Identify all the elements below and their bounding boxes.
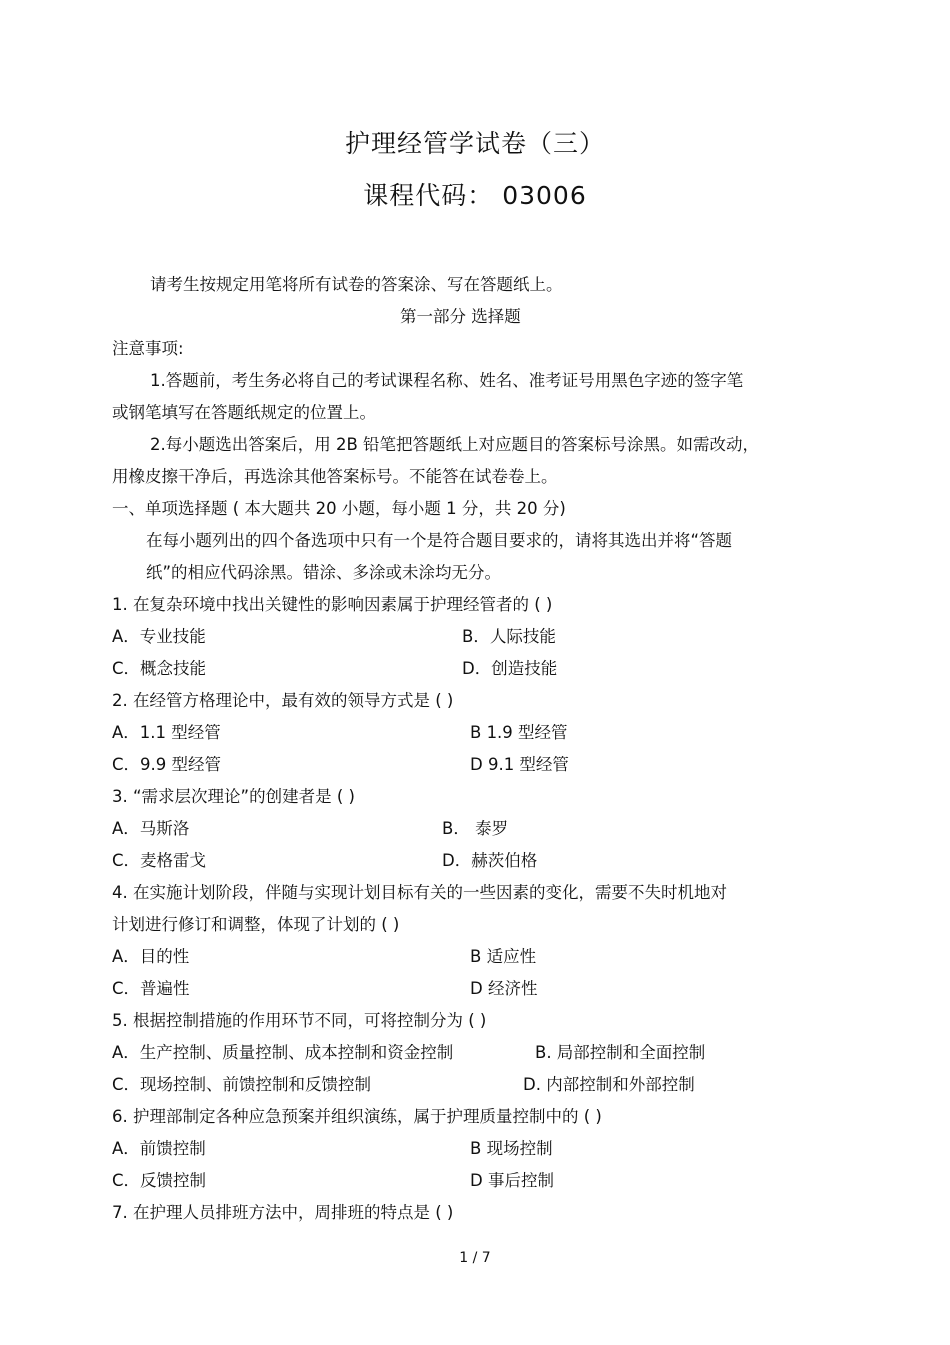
question-5-option-a: A．生产控制、质量控制、成本控制和资金控制 — [112, 1043, 454, 1062]
question-4-option-b: B 适应性 — [470, 947, 537, 966]
question-3-option-d: D．赫茨伯格 — [442, 851, 538, 870]
question-4-option-c: C．普遍性 — [112, 979, 190, 998]
notice-item-1: 1.答题前，考生务必将自己的考试课程名称、姓名、准考证号用黑色字迹的签字笔 — [150, 371, 744, 390]
question-1-stem: 1. 在复杂环境中找出关键性的影响因素属于护理经管者的 ( ) — [112, 595, 553, 614]
section-heading: 一、单项选择题 ( 本大题共 20 小题，每小题 1 分，共 20 分) — [112, 499, 566, 518]
question-6-option-b: B 现场控制 — [470, 1139, 553, 1158]
question-6-option-a: A．前馈控制 — [112, 1139, 206, 1158]
question-6-option-d: D 事后控制 — [470, 1171, 554, 1190]
question-2-option-c: C．9.9 型经管 — [112, 755, 222, 774]
exam-title: 护理经管学试卷（三） — [344, 129, 605, 158]
question-2-option-a: A．1.1 型经管 — [112, 723, 221, 742]
notice-item-1-cont: 或钢笔填写在答题纸规定的位置上。 — [112, 403, 376, 422]
page-number: 1 / 7 — [459, 1250, 491, 1266]
question-5-option-c: C．现场控制、前馈控制和反馈控制 — [112, 1075, 372, 1094]
question-3-stem: 3. “需求层次理论”的创建者是 ( ) — [112, 787, 355, 806]
notice-label: 注意事项: — [112, 339, 184, 358]
question-1-option-c: C．概念技能 — [112, 659, 207, 678]
question-4-stem: 4. 在实施计划阶段，伴随与实现计划目标有关的一些因素的变化，需要不失时机地对 — [112, 883, 727, 902]
question-1-option-a: A．专业技能 — [112, 627, 206, 646]
question-3-option-a: A．马斯洛 — [112, 819, 190, 838]
course-code: 课程代码： 03006 — [363, 181, 587, 210]
question-3-option-b: B． 泰罗 — [442, 819, 509, 838]
section-instructions-cont: 纸”的相应代码涂黑。错涂、多涂或未涂均无分。 — [146, 563, 502, 582]
question-3-option-c: C．麦格雷戈 — [112, 851, 207, 870]
part-title: 第一部分 选择题 — [400, 307, 521, 326]
notice-item-2-cont: 用橡皮擦干净后，再选涂其他答案标号。不能答在试卷卷上。 — [112, 467, 558, 486]
question-4-option-d: D 经济性 — [470, 979, 538, 998]
notice-item-2: 2.每小题选出答案后，用 2B 铅笔把答题纸上对应题目的答案标号涂黑。如需改动， — [150, 435, 760, 454]
question-4-stem-cont: 计划进行修订和调整，体现了计划的 ( ) — [112, 915, 400, 934]
intro-text: 请考生按规定用笔将所有试卷的答案涂、写在答题纸上。 — [150, 275, 563, 294]
question-2-option-b: B 1.9 型经管 — [470, 723, 568, 742]
question-5-option-d: D. 内部控制和外部控制 — [523, 1075, 695, 1094]
question-1-option-d: D．创造技能 — [462, 659, 558, 678]
question-1-option-b: B．人际技能 — [462, 627, 556, 646]
question-2-option-d: D 9.1 型经管 — [470, 755, 569, 774]
question-7-stem: 7. 在护理人员排班方法中，周排班的特点是 ( ) — [112, 1203, 454, 1222]
question-5-stem: 5. 根据控制措施的作用环节不同，可将控制分为 ( ) — [112, 1011, 487, 1030]
question-6-option-c: C．反馈控制 — [112, 1171, 207, 1190]
question-5-option-b: B. 局部控制和全面控制 — [535, 1043, 706, 1062]
section-instructions: 在每小题列出的四个备选项中只有一个是符合题目要求的，请将其选出并将“答题 — [146, 531, 733, 550]
question-2-stem: 2. 在经管方格理论中，最有效的领导方式是 ( ) — [112, 691, 454, 710]
question-6-stem: 6. 护理部制定各种应急预案并组织演练，属于护理质量控制中的 ( ) — [112, 1107, 602, 1126]
question-4-option-a: A．目的性 — [112, 947, 190, 966]
